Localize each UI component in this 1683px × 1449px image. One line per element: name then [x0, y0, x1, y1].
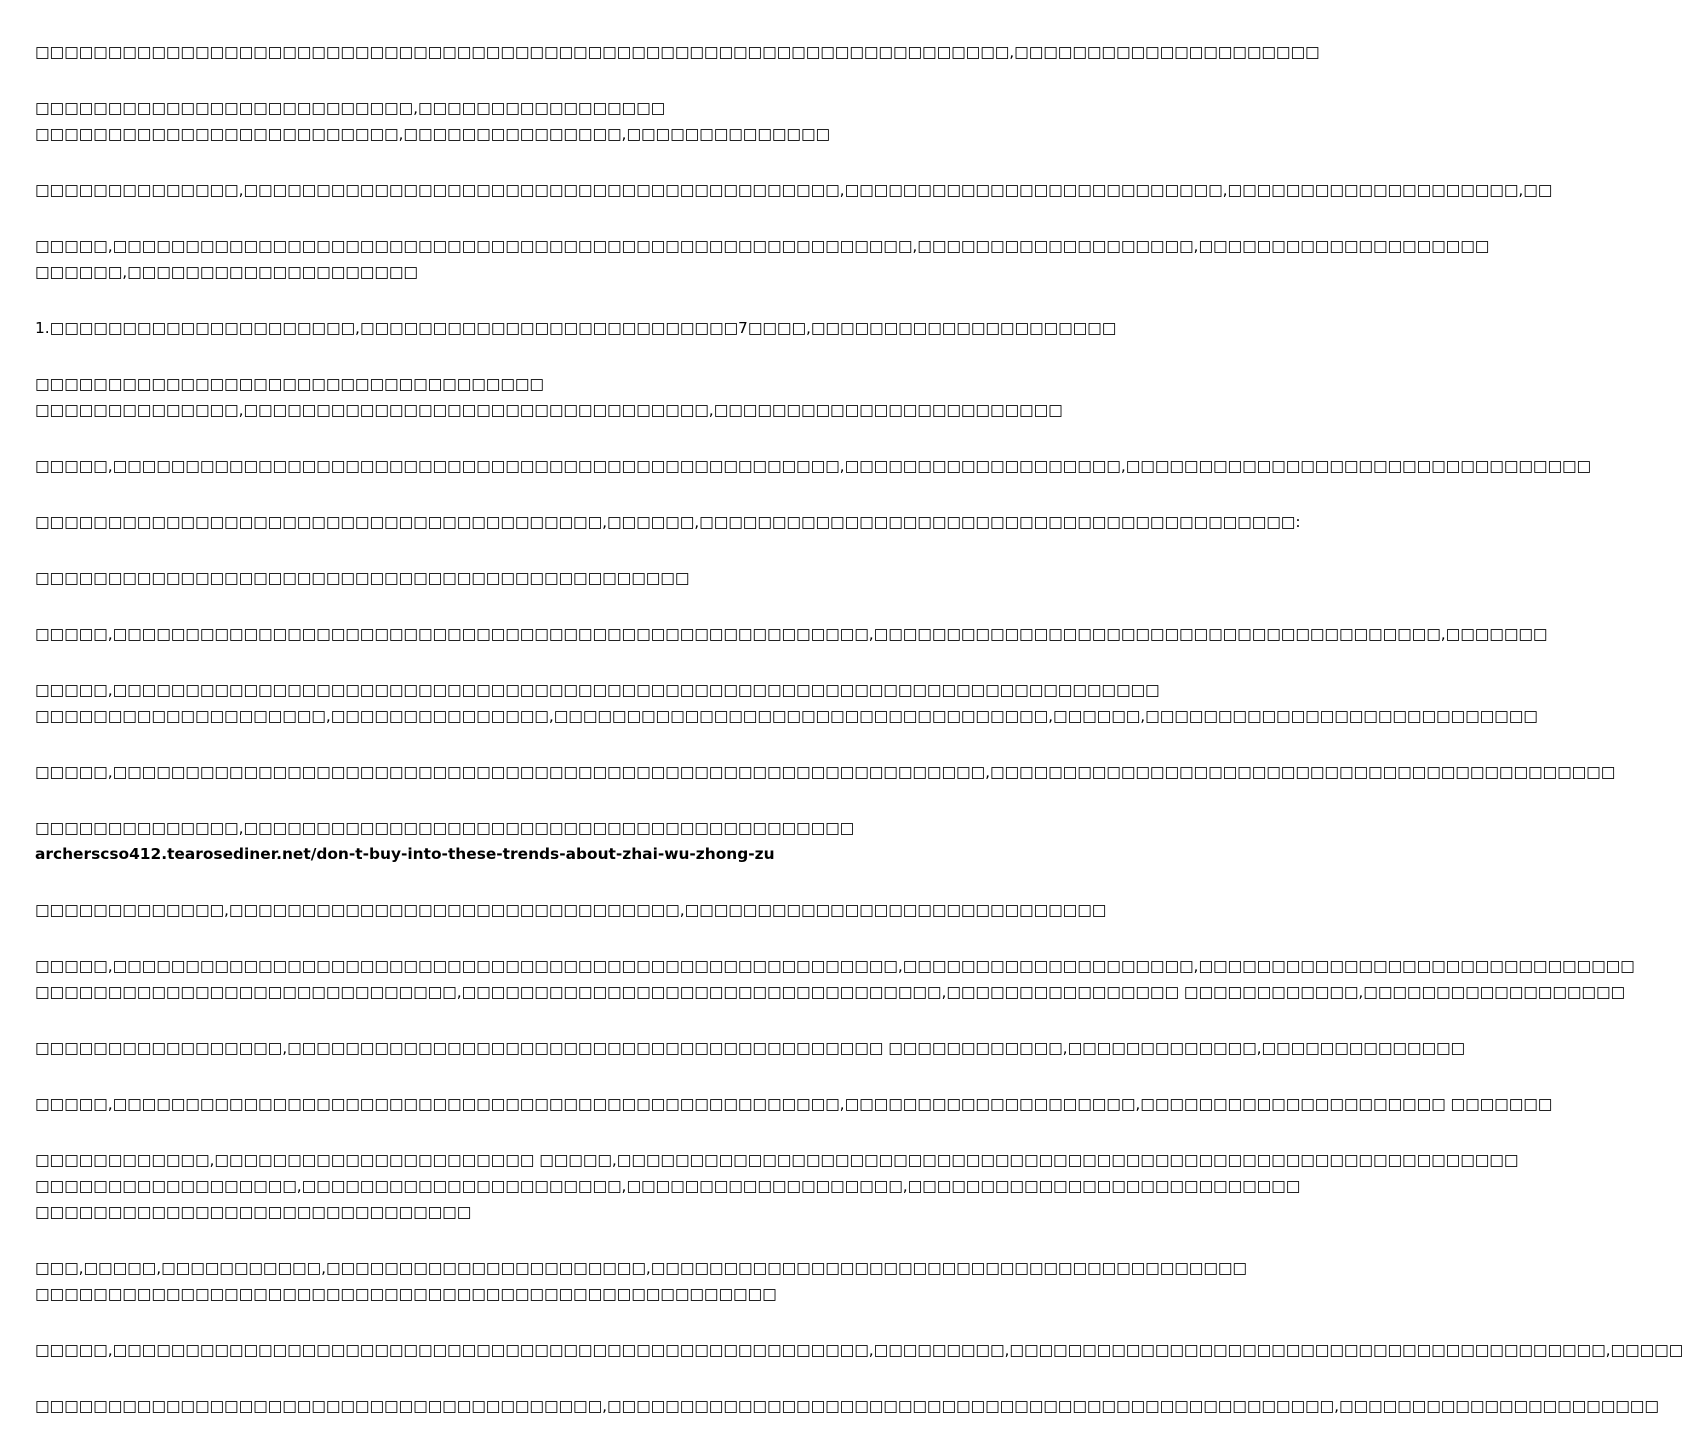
text-line: □□□□□□□□□□□□□□□□□,□□□□□□□□□□□□□□□□□□□□□□□□□□□□□□□□□□□□□□□□□ □□□□□□□□□□□□,□□□□□□□□□□□□□,□□□□□□□□□□□□□□ — [35, 1039, 1466, 1057]
paragraph — [35, 565, 990, 591]
text-line: □□□□□□□□□□□□□□□□□□□□□□□□□□□□□□□□□□□□□□□□□□□□□□□□□□□ — [35, 1285, 777, 1303]
paragraph — [35, 1035, 1466, 1061]
paragraph — [35, 1091, 1553, 1117]
paragraph — [35, 315, 1117, 341]
text-line: □□□□□□□□□□□□□□□□□□□□□□□□□□□□□,□□□□□□□□□□□□□□□□□□□□□□□□□□□□□□□□□,□□□□□□□□□□□□□□□□ □□□□□□□□□□□□,□□□□□□□□□□□□□□□□□□ — [35, 983, 1626, 1001]
text-line: 1.□□□□□□□□□□□□□□□□□□□□□,□□□□□□□□□□□□□□□□□□□□□□□□□□7□□□□,□□□□□□□□□□□□□□□□□□□□□ — [35, 319, 1117, 337]
text-line: □□□□□,□□□□□□□□□□□□□□□□□□□□□□□□□□□□□□□□□□□□□□□□□□□□□□□□□□,□□□□□□□□□□□□□□□□□□□,□□□□□□□□□□□□□□□□□□□□□□□□□□□□□□□□ — [35, 457, 1592, 475]
text-line: □□□□□□□□□□□□□□□□□□□□□□□□□□□□□□□□□□□□□□□□□□□□□ — [35, 569, 690, 587]
paragraph — [35, 1255, 1247, 1307]
text-line: □□□□□□□□□□□□□□,□□□□□□□□□□□□□□□□□□□□□□□□□□□□□□□□,□□□□□□□□□□□□□□□□□□□□□□□□ — [35, 401, 1063, 419]
paragraph — [35, 1393, 1659, 1419]
text-run: □□□□□□□□□□□□□□,□□□□□□□□□□□□□□□□□□□□□□□□□□□□□□□□□□□□□□□□□□ — [35, 819, 855, 837]
text-line: □□□□□,□□□□□□□□□□□□□□□□□□□□□□□□□□□□□□□□□□□□□□□□□□□□□□□□□□□□□□,□□□□□□□□□□□□□□□□□□□□,□□□□□□□□□□□□□□□□□□□□□□□□□□□□□□ — [35, 957, 1635, 975]
text-line: □□□□□□□□□□□□□□□□□□□□□□□□□□□□□□□□□□□□□□□,□□□□□□□□□□□□□□□□□□□□□□□□□□□□□□□□□□□□□□□□□□□□□□□□□□,□□□□□□□□□□□□□□□□□□□□□□ — [35, 1397, 1659, 1415]
paragraph — [35, 453, 1592, 479]
text-line: □□□□□,□□□□□□□□□□□□□□□□□□□□□□□□□□□□□□□□□□□□□□□□□□□□□□□□□□□□□□□□□□□□,□□□□□□□□□□□□□□□□□□□□□□□□□□□□□□□□□□□□□□□□□□□ — [35, 763, 1616, 781]
paragraph — [35, 95, 990, 147]
text-line: □□□□□□□□□□□□□□□□□□□□□□□□□□,□□□□□□□□□□□□□□□□□ — [35, 99, 666, 117]
paragraph — [35, 1337, 1683, 1363]
text-line: □□□□□□,□□□□□□□□□□□□□□□□□□□□ — [35, 263, 418, 281]
text-line: □□□□□□□□□□□□□□□□□□□□□□□□□□□□□□□□□□□□□□□,□□□□□□,□□□□□□□□□□□□□□□□□□□□□□□□□□□□□□□□□□□□□□□□□: — [35, 513, 1301, 531]
text-line: □□□□□□□□□□□□□□□□□□□□,□□□□□□□□□□□□□□□,□□□□□□□□□□□□□□□□□□□□□□□□□□□□□□□□□□,□□□□□□,□□□□□□□□□□□□□□□□□□□□□□□□□□□ — [35, 707, 1538, 725]
text-line: □□□□□□□□□□□□□□□□□□□□□□□□□□□□□□ — [35, 1203, 472, 1221]
paragraph — [35, 233, 1490, 285]
paragraph — [35, 1147, 1519, 1225]
text-line: □□□□□□□□□□□□,□□□□□□□□□□□□□□□□□□□□□□ □□□□□,□□□□□□□□□□□□□□□□□□□□□□□□□□□□□□□□□□□□□□□□□□□□□□□□□□□□□□□□□□□□□□ — [35, 1151, 1519, 1169]
text-line: □□□□□□□□□□□□□□,□□□□□□□□□□□□□□□□□□□□□□□□□□□□□□□□□□□□□□□□□,□□□□□□□□□□□□□□□□□□□□□□□□□□,□□□□□□□□□□□□□□□□□□□□,□□ — [35, 181, 1553, 199]
paragraph — [35, 509, 1301, 535]
text-line: □□□□□□□□□□□□□□□□□□□□□□□□□,□□□□□□□□□□□□□□□,□□□□□□□□□□□□□□ — [35, 125, 831, 143]
paragraph — [35, 759, 1616, 785]
paragraph-with-link — [35, 815, 990, 867]
paragraph — [35, 677, 1538, 729]
paragraph — [35, 177, 1553, 203]
text-line: □□□□□,□□□□□□□□□□□□□□□□□□□□□□□□□□□□□□□□□□□□□□□□□□□□□□□□□□□□,□□□□□□□□□□□□□□□□□□□□□□□□□□□□□□□□□□□□□□□,□□□□□□□ — [35, 625, 1548, 643]
paragraph — [35, 371, 1063, 423]
text-line: □□□□□□□□□□□□□,□□□□□□□□□□□□□□□□□□□□□□□□□□□□□□□,□□□□□□□□□□□□□□□□□□□□□□□□□□□□□ — [35, 901, 1107, 919]
text-line: □□□□□□□□□□□□□□□□□□,□□□□□□□□□□□□□□□□□□□□□□,□□□□□□□□□□□□□□□□□□□,□□□□□□□□□□□□□□□□□□□□□□□□□□□ — [35, 1177, 1301, 1195]
text-line: □□□□□,□□□□□□□□□□□□□□□□□□□□□□□□□□□□□□□□□□□□□□□□□□□□□□□□□□□□,□□□□□□□□□,□□□□□□□□□□□□□□□□□□□□□□□□□□□□□□□□□□□□□□□□□,□□□□□ — [35, 1341, 1683, 1359]
text-line: □□□□□,□□□□□□□□□□□□□□□□□□□□□□□□□□□□□□□□□□□□□□□□□□□□□□□□□□,□□□□□□□□□□□□□□□□□□□□,□□□□□□□□□□□□□□□□□□□□□ □□□□□□□ — [35, 1095, 1553, 1113]
paragraph — [35, 953, 1635, 1005]
text-line: □□□□□,□□□□□□□□□□□□□□□□□□□□□□□□□□□□□□□□□□□□□□□□□□□□□□□□□□□□□□□□□□□□□□□□□□□□□□□□ — [35, 681, 1160, 699]
text-line: □□□□□,□□□□□□□□□□□□□□□□□□□□□□□□□□□□□□□□□□□□□□□□□□□□□□□□□□□□□□□,□□□□□□□□□□□□□□□□□□□,□□□□□□□□□□□□□□□□□□□□ — [35, 237, 1490, 255]
article-link[interactable]: archerscso412.tearosediner.net/don-t-buy-into-these-trends-about-zhai-wu-zhong-zu — [35, 845, 775, 863]
paragraph — [35, 39, 1320, 65]
text-line: □□□,□□□□□,□□□□□□□□□□□,□□□□□□□□□□□□□□□□□□□□□□,□□□□□□□□□□□□□□□□□□□□□□□□□□□□□□□□□□□□□□□□□ — [35, 1259, 1247, 1277]
paragraph — [35, 621, 1548, 647]
text-line: □□□□□□□□□□□□□□□□□□□□□□□□□□□□□□□□□□□ — [35, 375, 544, 393]
text-line: □□□□□□□□□□□□□□□□□□□□□□□□□□□□□□□□□□□□□□□□□□□□□□□□□□□□□□□□□□□□□□□□□□□,□□□□□□□□□□□□□□□□□□□□□ — [35, 43, 1320, 61]
paragraph — [35, 897, 1107, 923]
